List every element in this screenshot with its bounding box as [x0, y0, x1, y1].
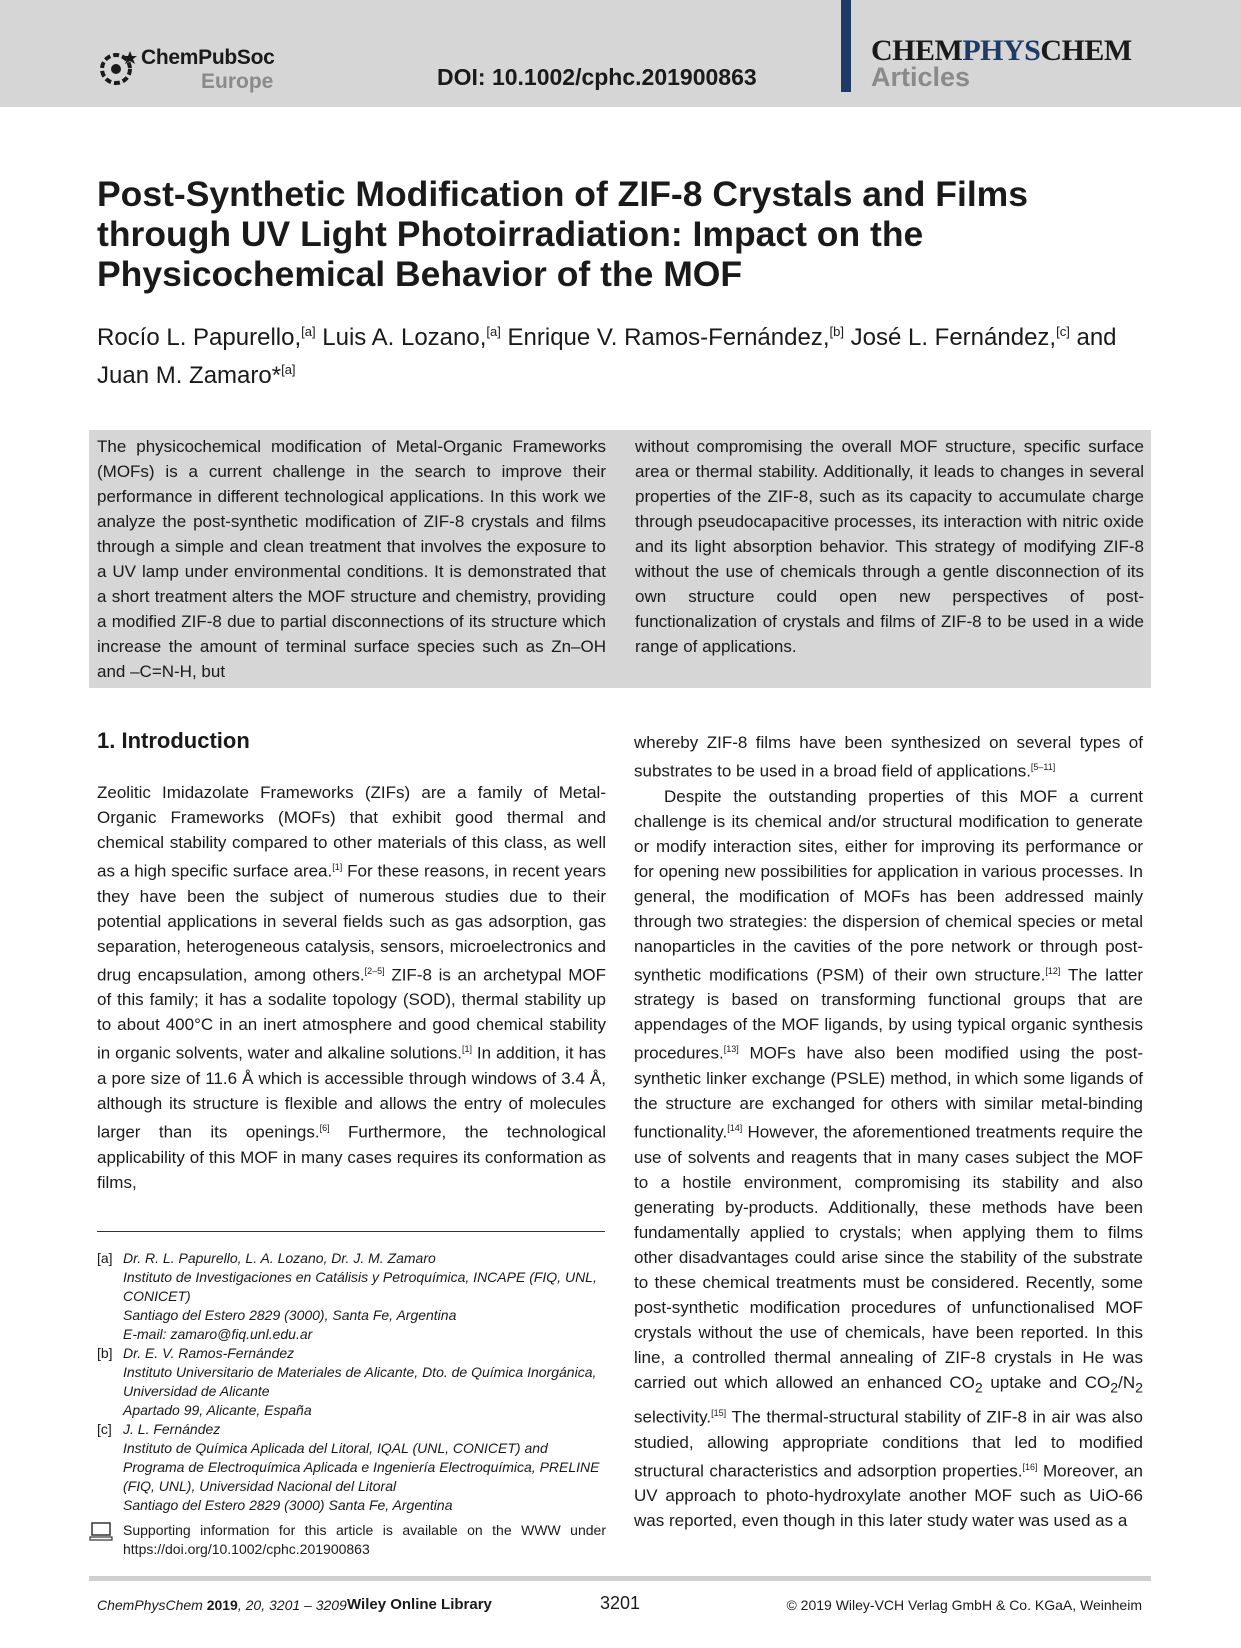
author-name: Enrique V. Ramos-Fernández,	[507, 324, 830, 351]
affiliations	[97, 1249, 606, 1559]
affiliation-marker: [a]	[281, 362, 296, 377]
affiliation-tag: [a]	[97, 1250, 113, 1266]
publisher-logo	[97, 44, 287, 96]
citation-ref: [15]	[711, 1408, 727, 1419]
affiliation-line: Apartado 99, Alicante, España	[123, 1402, 312, 1418]
subscript: 2	[1110, 1380, 1119, 1397]
subscript: 2	[974, 1380, 983, 1397]
text-run: MOFs have also been modified using the post-synthetic linker exchange (PSLE) method, in which some ligands of the structure are exchanged for others with similar metal-binding functionality.	[634, 1043, 1143, 1142]
citation-ref: [13]	[723, 1044, 739, 1055]
journal-accent-bar	[841, 0, 851, 92]
footnote-rule	[97, 1231, 605, 1232]
affiliation-line: E-mail: zamaro@fiq.unl.edu.ar	[123, 1326, 313, 1342]
paragraph	[634, 784, 1143, 1534]
author-name: and Juan M. Zamaro*	[97, 324, 1117, 389]
citation-ref: [5–11]	[1030, 762, 1056, 772]
journal-name-part: CHEM	[871, 34, 963, 67]
citation	[97, 1597, 347, 1613]
page-footer	[97, 1593, 1142, 1621]
affiliation-line: Santiago del Estero 2829 (3000) Santa Fe, Argentina	[123, 1497, 453, 1513]
author-name: Luis A. Lozano,	[322, 324, 487, 351]
text-run: uptake and CO	[982, 1372, 1111, 1392]
text-run: In addition, it has a pore size of 11.6 Å which is accessible through windows of 3.4 Å, although its structure is flexible and allows the entry of molecules larger than its openings.	[97, 1043, 606, 1142]
text-run: Zeolitic Imidazolate Frameworks (ZIFs) are a family of Metal-Organic Frameworks (MOFs) that exhibit good thermal and chemical stability compared to other materials of this class, as well as a high specific surface area.	[97, 783, 606, 881]
journal-name-part: CHEM	[1040, 34, 1132, 67]
doi[interactable]: DOI: 10.1002/cphc.201900863	[437, 64, 757, 90]
body-left-column	[97, 780, 606, 1195]
abstract-right-column: without compromising the overall MOF structure, specific surface area or thermal stability. Additionally, it leads to changes in several properties of the ZIF-8, such as its capacity to accumulate charge through pseudocapacitive processes, its interaction with nitric oxide and its light absorption behavior. This strategy of modifying ZIF-8 without the use of chemicals through a gentle disconnection of its own structure could open new perspectives of post-functionalization of crystals and films of ZIF-8 to be used in a wide range of applications.	[635, 437, 1144, 656]
section-heading: 1. Introduction	[97, 728, 250, 753]
citation-pages: , 20, 3201 – 3209	[237, 1597, 347, 1613]
abstract-left-column: The physicochemical modification of Metal-Organic Frameworks (MOFs) is a current challenge in the search to improve their performance in different technological applications. In this work we analyze the post-synthetic modification of ZIF-8 crystals and films through a simple and clean treatment that involves the exposure to a UV lamp under environmental conditions. It is demonstrated that a short treatment alters the MOF structure and chemistry, providing a modified ZIF-8 due to partial disconnections of its structure which increase the amount of terminal surface species such as Zn–OH and –C=N-H, but	[97, 437, 606, 681]
text-run: Moreover, an UV approach to photo-hydroxylate another MOF such as UiO-66 was reported, even though in this later study water was used as a	[634, 1461, 1143, 1531]
wiley-library-link[interactable]: Wiley Online Library	[347, 1596, 492, 1613]
affiliation-line: Instituto de Química Aplicada del Litoral, IQAL (UNL, CONICET) and Programa de Electroquímica Aplicada e Ingeniería Electroquímica, PRELINE (FIQ, UNL), Universidad Nacional del Litoral	[123, 1440, 600, 1494]
affiliation-marker: [a]	[301, 324, 316, 339]
affiliation-entry	[97, 1249, 606, 1344]
text-run: The thermal-structural stability of ZIF-8 in air was also studied, allowing appropriate conditions that led to modified structural characteristics and adsorption properties.	[634, 1407, 1143, 1481]
journal-abbrev: ChemPhysChem	[97, 1597, 207, 1613]
text-run: whereby ZIF-8 films have been synthesized on several types of substrates to be used in a broad field of applications.	[634, 733, 1143, 781]
text-run: For these reasons, in recent years they have been the subject of numerous studies due to their potential applications in several fields such as gas adsorption, gas separation, heterogeneous catalysis, sensors, microelectronics and drug encapsulation, among others.	[97, 861, 606, 985]
affiliation-tag: [b]	[97, 1345, 113, 1361]
citation-ref: [16]	[1022, 1461, 1038, 1472]
affiliation-entry	[97, 1420, 606, 1515]
publisher-region: Europe	[201, 70, 274, 93]
citation-ref: [12]	[1045, 965, 1061, 976]
affiliation-authors: J. L. Fernández	[123, 1421, 221, 1437]
text-run: Furthermore, the technological applicability of this MOF in many cases requires its conformation as films,	[97, 1122, 606, 1192]
affiliation-marker: [a]	[486, 324, 501, 339]
supporting-info-text[interactable]: Supporting information for this article is available on the WWW under https://doi.org/10.1002/cphc.201900863	[123, 1522, 606, 1557]
computer-icon	[89, 1522, 113, 1542]
affiliation-marker: [c]	[1056, 324, 1070, 339]
affiliation-authors: Dr. E. V. Ramos-Fernández	[123, 1345, 295, 1361]
author-list	[97, 316, 1117, 392]
publisher-name: ChemPubSoc	[141, 46, 275, 69]
affiliation-tag: [c]	[97, 1421, 112, 1437]
section-label: Articles	[871, 62, 971, 92]
author-name: Rocío L. Papurello,	[97, 324, 302, 351]
text-run: /N	[1118, 1372, 1136, 1392]
affiliation-line: Instituto Universitario de Materiales de Alicante, Dto. de Química Inorgánica, Universidad de Alicante	[123, 1364, 597, 1399]
body-right-column	[634, 730, 1143, 1533]
supporting-info	[97, 1521, 606, 1559]
abstract	[89, 430, 1151, 688]
citation-ref: [1]	[332, 862, 343, 872]
affiliation-authors: Dr. R. L. Papurello, L. A. Lozano, Dr. J. M. Zamaro	[123, 1250, 436, 1266]
citation-ref: [14]	[727, 1122, 743, 1133]
citation-ref: [6]	[319, 1122, 330, 1133]
text-run: However, the aforementioned treatments require the use of solvents and reagents that in many cases subject the MOF to a hostile environment, compromising its stability and also generating by-products. Additionally, these methods have been fundamentally applied to crystals; when applying them to films other disadvantages could arise since the stability of the substrate to these chemical treatments must be considered. Recently, some post-synthetic modification procedures of unfunctionalised MOF crystals without the use of chemicals, have been reported. In this line, a controlled thermal annealing of ZIF-8 crystals in He was carried out which allowed an enhanced CO	[634, 1122, 1143, 1392]
affiliation-line: Instituto de Investigaciones en Catálisis y Petroquímica, INCAPE (FIQ, UNL, CONICET)	[123, 1269, 597, 1304]
text-run: selectivity.	[634, 1407, 712, 1427]
text-run: The latter strategy is based on transforming functional groups that are appendages of the MOF ligands, by using typical organic synthesis procedures.	[634, 965, 1143, 1063]
citation-ref: [2–5]	[364, 965, 385, 976]
journal-name-part: PHYS	[962, 34, 1041, 67]
footer-rule	[89, 1576, 1151, 1581]
paragraph	[97, 780, 606, 1195]
paragraph	[634, 730, 1143, 784]
text-run: Despite the outstanding properties of this MOF a current challenge is its chemical and/or structural modification to generate or modify interaction sites, either for improving its performance or for opening new possibilities for application in various processes. In general, the modification of MOFs has been addressed mainly through two strategies: the dispersion of chemical species or metal nanoparticles in the cavities of the pore network or through post-synthetic modifications (PSM) of their own structure.	[634, 786, 1143, 985]
affiliation-entry	[97, 1344, 606, 1420]
subscript: 2	[1135, 1380, 1144, 1397]
page-number: 3201	[600, 1593, 641, 1613]
text-run: ZIF-8 is an archetypal MOF of this family; it has a sodalite topology (SOD), thermal stability up to about 400°C in an inert atmosphere and good chemical stability in organic solvents, water and alkaline solutions.	[97, 965, 606, 1063]
affiliation-marker: [b]	[829, 324, 844, 339]
article-title: Post-Synthetic Modification of ZIF-8 Crystals and Films through UV Light Photoirradiation: Impact on the Physicochemical Behavior of the MOF	[97, 174, 1028, 294]
affiliation-line: Santiago del Estero 2829 (3000), Santa Fe, Argentina	[123, 1307, 457, 1323]
author-name: José L. Fernández,	[850, 324, 1057, 351]
citation-year: 2019	[206, 1597, 238, 1613]
citation-ref: [1]	[461, 1044, 472, 1055]
copyright: © 2019 Wiley-VCH Verlag GmbH & Co. KGaA, Weinheim	[786, 1597, 1142, 1613]
chempubsoc-logo-icon	[97, 47, 139, 89]
